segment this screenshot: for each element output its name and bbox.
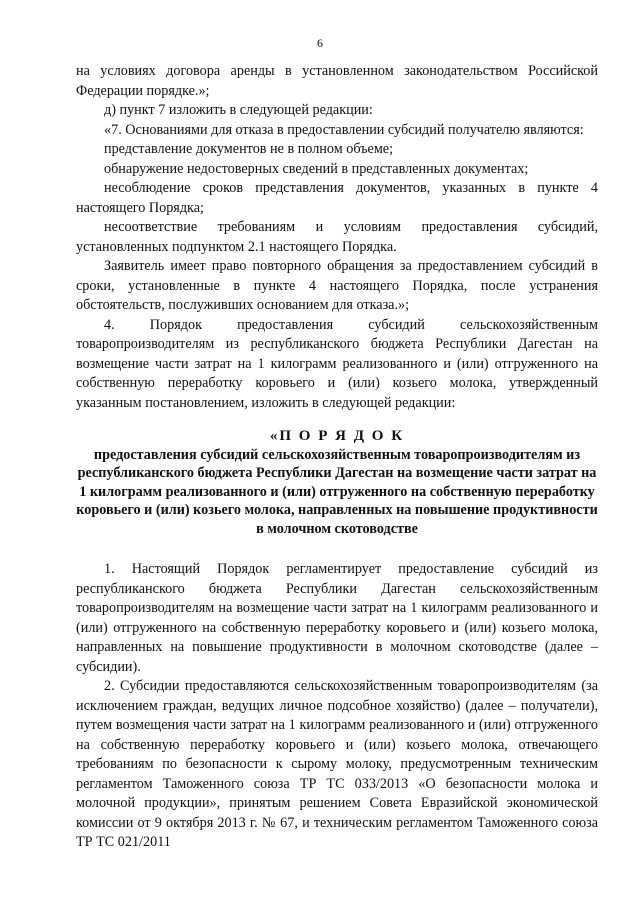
document-body [76, 62, 598, 853]
procedure-title: «П О Р Я Д О К [269, 428, 405, 444]
procedure-heading [76, 427, 598, 538]
paragraph: 2. Субсидии предоставляются сельскохозяйственным товаропроизводителям (за исключением граждан, ведущих личное подсобное хозяйство) (далее – получатели), путем возмещения части затрат на 1 килограмм реализованного и (или) отгруженного на собственную переработку коровьего и (или) козьего молока, отвечающего требованиям по безопасности к сырому молоку, предусмотренным техническим регламентом Таможенного союза ТР ТС 033/2013 «О безопасности молока и молочной продукции», принятым решением Совета Евразийской экономической комиссии от 9 октября 2013 г. № 67, и техническим регламентом Таможенного союза ТР ТС 021/2011 [76, 678, 598, 850]
paragraph: 4. Порядок предоставления субсидий сельскохозяйственным товаропроизводителям из республиканского бюджета Республики Дагестан на возмещение части затрат на 1 килограмм реализованного и (или) отгруженного на собственную переработку коровьего и (или) козьего молока, утвержденный указанным постановлением, изложить в следующей редакции: [76, 316, 598, 411]
paragraph: представление документов не в полном объеме; [104, 141, 394, 157]
paragraph: обнаружение недостоверных сведений в представленных документах; [104, 160, 529, 177]
amendment-section [76, 62, 598, 413]
paragraph: Заявитель имеет право повторного обращения за предоставлением субсидий в сроки, установленные в пункте 4 настоящего Порядка, после устранения обстоятельств, послуживших основанием для отказа.»; [76, 258, 598, 313]
paragraph: 1. Настоящий Порядок регламентирует предоставление субсидий из республиканского бюджета Республики Дагестан сельскохозяйственным товаропроизводителям на возмещение части затрат на 1 килограмм реализованного и (или) отгруженного на собственную переработку коровьего и (или) козьего молока, направленных на повышение продуктивности в молочном скотоводстве (далее – субсидии). [76, 561, 598, 675]
paragraph: д) пункт 7 изложить в следующей редакции: [104, 102, 373, 118]
procedure-subtitle: предоставления субсидий сельскохозяйственным товаропроизводителям из республиканского бюджета Республики Дагестан на возмещение части затрат на 1 килограмм реализованного и (или) отгруженного на собственную переработку коровьего и (или) козьего молока, направленных на повышение продуктивности в молочном скотоводстве [76, 446, 598, 537]
paragraph: «7. Основаниями для отказа в предоставлении субсидий получателю являются: [104, 121, 584, 138]
paragraph: несоблюдение сроков представления документов, указанных в пункте 4 настоящего Порядка; [76, 180, 598, 216]
page-number: 6 [317, 36, 323, 50]
paragraph: на условиях договора аренды в установленном законодательством Российской Федерации порядке.»; [76, 63, 598, 99]
procedure-section [76, 560, 598, 853]
paragraph: несоответствие требованиям и условиям предоставления субсидий, установленных подпунктом 2.1 настоящего Порядка. [76, 219, 598, 255]
